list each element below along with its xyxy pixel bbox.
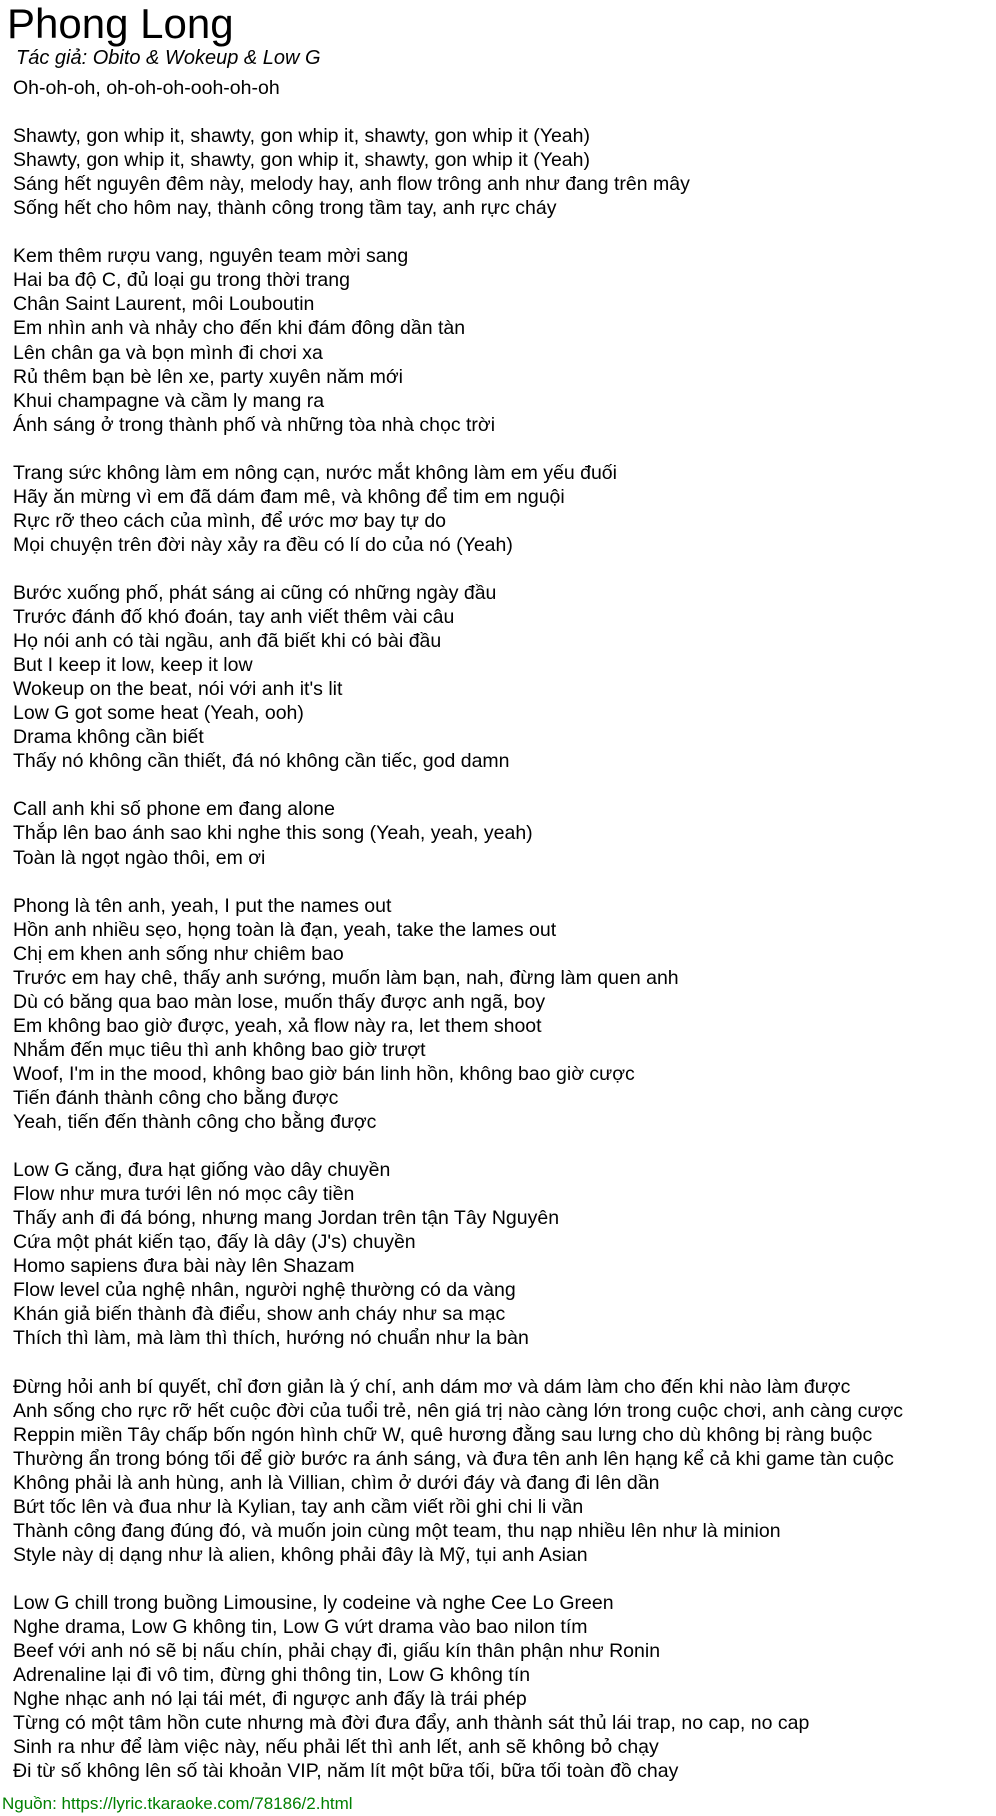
lyric-line: Thành công đang đúng đó, và muốn join cùng một team, thu nạp nhiều lên như là minion xyxy=(13,1519,781,1542)
lyric-line: Đi từ số không lên số tài khoản VIP, năm lít một bữa tối, bữa tối toàn đồ chay xyxy=(13,1760,679,1783)
stanza-break xyxy=(13,437,993,461)
stanza-break xyxy=(13,1567,993,1591)
lyric-line: Woof, I'm in the mood, không bao giờ bán linh hồn, không bao giờ cược xyxy=(13,1062,635,1085)
lyric-line: Reppin miền Tây chấp bốn ngón hình chữ W, quê hương đằng sau lưng cho dù không bị ràng buộc xyxy=(13,1423,873,1446)
lyric-line: Low G got some heat (Yeah, ooh) xyxy=(13,702,304,725)
lyric-line: Drama không cần biết xyxy=(13,726,204,749)
lyric-line: Trang sức không làm em nông cạn, nước mắt không làm em yếu đuối xyxy=(13,461,617,484)
lyric-line: Kem thêm rượu vang, nguyên team mời sang xyxy=(13,245,409,268)
lyric-line: Bứt tốc lên và đua như là Kylian, tay anh cầm viết rồi ghi chi li vần xyxy=(13,1495,584,1518)
lyric-line: Low G căng, đưa hạt giống vào dây chuyền xyxy=(13,1159,391,1182)
lyric-line: Nghe nhạc anh nó lại tái mét, đi ngược anh đấy là trái phép xyxy=(13,1688,527,1711)
stanza-break xyxy=(13,100,993,124)
lyric-line: Chân Saint Laurent, môi Louboutin xyxy=(13,293,315,316)
lyric-line: Khui champagne và cầm ly mang ra xyxy=(13,389,325,412)
lyric-line: Call anh khi số phone em đang alone xyxy=(13,798,335,821)
lyric-line: Anh sống cho rực rỡ hết cuộc đời của tuổi trẻ, nên giá trị nào càng lớn trong cuộc chơi, anh càng cược xyxy=(13,1399,904,1422)
lyric-line: Low G chill trong buồng Limousine, ly codeine và nghe Cee Lo Green xyxy=(13,1591,614,1614)
lyric-line: Chị em khen anh sống như chiêm bao xyxy=(13,942,344,965)
source-credit xyxy=(2,1793,353,1815)
lyric-line: Yeah, tiến đến thành công cho bằng được xyxy=(13,1111,377,1134)
lyric-line: Oh-oh-oh, oh-oh-oh-ooh-oh-oh xyxy=(13,77,280,99)
lyric-line: Thấy nó không cần thiết, đá nó không cần tiếc, god damn xyxy=(13,750,510,773)
lyric-line: Trước em hay chê, thấy anh sướng, muốn làm bạn, nah, đừng làm quen anh xyxy=(13,966,679,989)
lyric-line: Homo sapiens đưa bài này lên Shazam xyxy=(13,1255,355,1278)
lyric-line: Sinh ra như để làm việc này, nếu phải lết thì anh lết, anh sẽ không bỏ chạy xyxy=(13,1736,659,1759)
lyric-line: Sống hết cho hôm nay, thành công trong tầm tay, anh rực cháy xyxy=(13,197,557,220)
lyric-line: Không phải là anh hùng, anh là Villian, chìm ở dưới đáy và đang đi lên dần xyxy=(13,1471,660,1494)
stanza-break xyxy=(13,1350,993,1374)
lyric-line: But I keep it low, keep it low xyxy=(13,654,253,677)
stanza-break xyxy=(13,1134,993,1158)
lyric-line: Wokeup on the beat, nói với anh it's lit xyxy=(13,678,343,701)
lyric-line: Shawty, gon whip it, shawty, gon whip it, shawty, gon whip it (Yeah) xyxy=(13,125,590,148)
source-link[interactable]: https://lyric.tkaraoke.com/78186/2.html xyxy=(61,1794,353,1813)
song-title: Phong Long xyxy=(7,0,234,47)
source-label: Nguồn: xyxy=(2,1794,62,1813)
lyric-line: Beef với anh nó sẽ bị nấu chín, phải chạy đi, giấu kín thân phận như Ronin xyxy=(13,1640,661,1663)
lyric-line: Phong là tên anh, yeah, I put the names out xyxy=(13,894,392,917)
author-credit: Tác giả: Obito & Wokeup & Low G xyxy=(16,47,321,69)
lyric-line: Flow như mưa tưới lên nó mọc cây tiền xyxy=(13,1183,355,1206)
lyric-line: Rủ thêm bạn bè lên xe, party xuyên năm mới xyxy=(13,365,403,388)
lyric-line: Bước xuống phố, phát sáng ai cũng có những ngày đầu xyxy=(13,581,497,604)
stanza-break xyxy=(13,870,993,894)
lyric-line: Flow level của nghệ nhân, người nghệ thường có da vàng xyxy=(13,1279,516,1302)
lyric-line: Rực rỡ theo cách của mình, để ước mơ bay tự do xyxy=(13,509,447,532)
lyric-line: Em nhìn anh và nhảy cho đến khi đám đông dần tàn xyxy=(13,317,466,340)
lyric-line: Thường ẩn trong bóng tối để giờ bước ra ánh sáng, và đưa tên anh lên hạng kể cả khi game tàn cuộc xyxy=(13,1447,894,1470)
lyric-line: Lên chân ga và bọn mình đi chơi xa xyxy=(13,341,323,364)
stanza-break xyxy=(13,773,993,797)
lyric-line: Em không bao giờ được, yeah, xả flow này ra, let them shoot xyxy=(13,1014,542,1037)
lyric-line: Style này dị dạng như là alien, không phải đây là Mỹ, tụi anh Asian xyxy=(13,1543,588,1566)
lyric-line: Hồn anh nhiều sẹo, họng toàn là đạn, yeah, take the lames out xyxy=(13,918,557,941)
lyric-line: Toàn là ngọt ngào thôi, em ơi xyxy=(13,846,266,869)
lyric-line: Trước đánh đố khó đoán, tay anh viết thêm vài câu xyxy=(13,606,455,629)
lyric-line: Tiến đánh thành công cho bằng được xyxy=(13,1086,339,1109)
lyric-line: Nhắm đến mục tiêu thì anh không bao giờ trượt xyxy=(13,1038,426,1061)
stanza-break xyxy=(13,220,993,244)
lyric-line: Thấy anh đi đá bóng, nhưng mang Jordan trên tận Tây Nguyên xyxy=(13,1207,560,1230)
lyric-line: Ánh sáng ở trong thành phố và những tòa nhà chọc trời xyxy=(13,413,496,436)
lyric-line: Shawty, gon whip it, shawty, gon whip it, shawty, gon whip it (Yeah) xyxy=(13,149,590,172)
lyric-line: Mọi chuyện trên đời này xảy ra đều có lí do của nó (Yeah) xyxy=(13,533,513,556)
lyric-line: Từng có một tâm hồn cute nhưng mà đời đưa đẩy, anh thành sát thủ lái trap, no cap, no cap xyxy=(13,1712,810,1735)
lyric-line: Hai ba độ C, đủ loại gu trong thời trang xyxy=(13,269,350,292)
lyric-line: Cứa một phát kiến tạo, đấy là dây (J's) chuyền xyxy=(13,1231,416,1254)
lyric-line: Dù có băng qua bao màn lose, muốn thấy được anh ngã, boy xyxy=(13,990,546,1013)
lyric-line: Hãy ăn mừng vì em đã dám đam mê, và không để tim em nguội xyxy=(13,485,565,508)
lyric-line: Thích thì làm, mà làm thì thích, hướng nó chuẩn như la bàn xyxy=(13,1327,529,1350)
lyric-line: Khán giả biến thành đà điểu, show anh cháy như sa mạc xyxy=(13,1303,506,1326)
lyric-line: Adrenaline lại đi vô tim, đừng ghi thông tin, Low G không tín xyxy=(13,1664,531,1687)
lyric-line: Nghe drama, Low G không tin, Low G vứt drama vào bao nilon tím xyxy=(13,1616,588,1638)
stanza-break xyxy=(13,557,993,581)
lyric-line: Thắp lên bao ánh sao khi nghe this song (Yeah, yeah, yeah) xyxy=(13,822,533,845)
lyric-line: Đừng hỏi anh bí quyết, chỉ đơn giản là ý chí, anh dám mơ và dám làm cho đến khi nào làm được xyxy=(13,1375,851,1398)
lyrics-body xyxy=(13,76,993,1783)
lyric-line: Họ nói anh có tài ngầu, anh đã biết khi có bài đầu xyxy=(13,630,442,653)
lyric-line: Sáng hết nguyên đêm này, melody hay, anh flow trông anh như đang trên mây xyxy=(13,173,690,196)
